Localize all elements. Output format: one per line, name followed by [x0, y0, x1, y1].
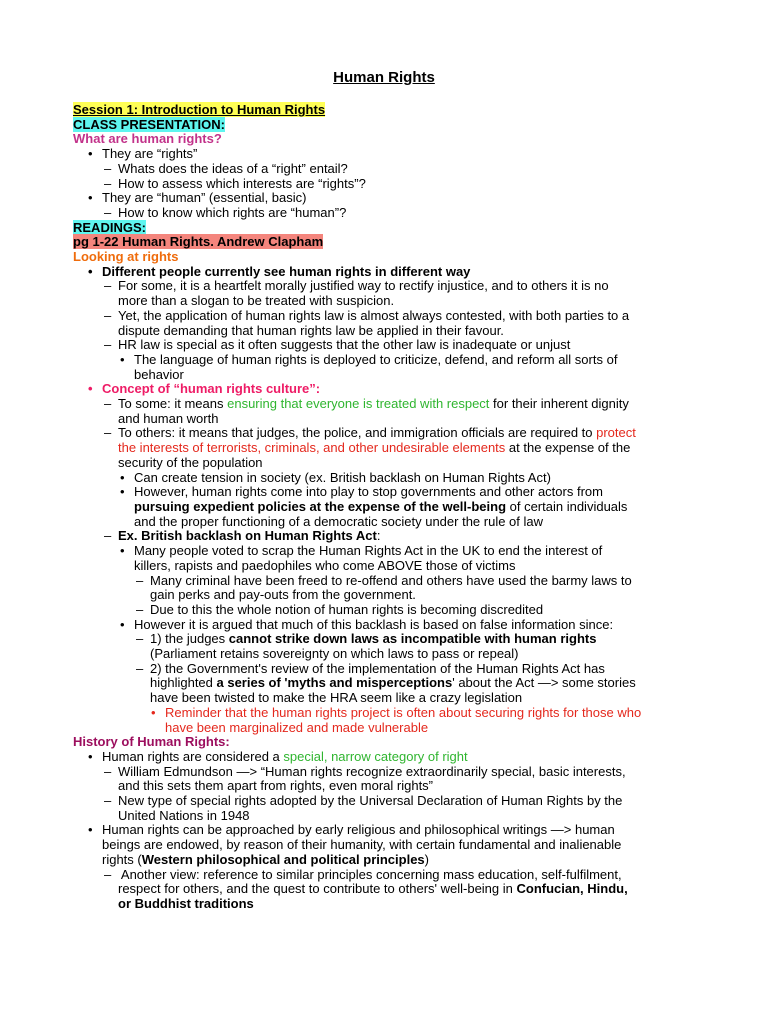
list-item: – New type of special rights adopted by the Universal Declaration of Human Rights by the: [104, 793, 623, 809]
list-item-continuation: (Parliament retains sovereignty on which laws to pass or repeal): [150, 646, 519, 662]
list-item: – To some: it means ensuring that everyone is treated with respect for their inherent dignity: [104, 396, 629, 412]
list-item-continuation: and this sets them apart from rights, even moral rights”: [118, 778, 434, 794]
list-item-continuation: respect for others, and the quest to contribute to others' well-being in Confucian, Hindu,: [118, 881, 628, 897]
list-item: • Can create tension in society (ex. British backlash on Human Rights Act): [120, 469, 551, 485]
list-item: • Many people voted to scrap the Human Rights Act in the UK to end the interest of: [120, 543, 603, 559]
list-item: – How to assess which interests are “rights”?: [104, 175, 366, 191]
list-item: – 1) the judges cannot strike down laws as incompatible with human rights: [136, 631, 597, 647]
readings-reference: pg 1-22 Human Rights. Andrew Clapham: [73, 234, 324, 250]
session-heading: Session 1: Introduction to Human Rights: [73, 102, 326, 117]
document-title: Human Rights: [333, 69, 435, 86]
list-item: – Many criminal have been freed to re-offend and others have used the barmy laws to: [136, 572, 632, 588]
list-item: – Due to this the whole notion of human rights is becoming discredited: [136, 601, 544, 617]
list-item-continuation: gain perks and pay-outs from the government.: [150, 587, 416, 603]
list-item: – 2) the Government's review of the implementation of the Human Rights Act has: [136, 660, 605, 676]
list-item: – Ex. British backlash on Human Rights Act:: [104, 528, 381, 544]
list-item-continuation: and the proper functioning of a democratic society under the rule of law: [134, 513, 544, 529]
list-item: – Whats does the ideas of a “right” entail?: [104, 160, 348, 176]
list-item-continuation: more than a slogan to be treated with suspicion.: [118, 293, 395, 309]
list-item: • They are “human” (essential, basic): [88, 190, 307, 206]
list-item-continuation: have been twisted to make the HRA seem like a crazy legislation: [150, 690, 523, 706]
readings-heading: READINGS:: [73, 219, 146, 235]
list-item-continuation: security of the population: [118, 454, 263, 470]
class-presentation-heading: CLASS PRESENTATION:: [73, 116, 225, 132]
list-item-concept: • Concept of “human rights culture”:: [88, 381, 321, 397]
list-item-continuation: dispute demanding that human rights law be applied in their favour.: [118, 322, 504, 338]
list-item: – Yet, the application of human rights law is almost always contested, with both parties to a: [104, 307, 630, 323]
list-item: – Another view: reference to similar principles concerning mass education, self-fulfilment,: [104, 866, 622, 882]
list-item-continuation: beings are endowed, by reason of their humanity, with certain fundamental and inalienable: [102, 837, 622, 853]
section-heading-looking: Looking at rights: [73, 249, 179, 265]
question-heading: What are human rights?: [73, 131, 222, 147]
document-body: [73, 103, 703, 912]
section-heading-history: History of Human Rights:: [73, 734, 230, 750]
list-item: • Human rights are considered a special, narrow category of right: [88, 748, 468, 764]
list-item-continuation: the interests of terrorists, criminals, and other undesirable elements at the expense of the: [118, 440, 631, 456]
list-item: • However, human rights come into play to stop governments and other actors from: [120, 484, 603, 500]
list-item-continuation: rights (Western philosophical and political principles): [102, 851, 429, 867]
list-item-continuation: behavior: [134, 366, 184, 382]
list-item: – For some, it is a heartfelt morally justified way to rectify injustice, and to others it is no: [104, 278, 609, 294]
list-item-continuation: highlighted a series of 'myths and misperceptions' about the Act —> some stories: [150, 675, 636, 691]
list-item: • However it is argued that much of this backlash is based on false information since:: [120, 616, 614, 632]
list-item: • Human rights can be approached by early religious and philosophical writings —> human: [88, 822, 615, 838]
list-item-reminder: • Reminder that the human rights project is often about securing rights for those who: [151, 704, 642, 720]
list-item: • They are “rights”: [88, 146, 198, 162]
list-item: – William Edmundson —> “Human rights recognize extraordinarily special, basic interests,: [104, 763, 626, 779]
list-item-continuation: pursuing expedient policies at the expense of the well-being of certain individuals: [134, 498, 628, 514]
list-item-continuation: killers, rapists and paedophiles who come ABOVE those of victims: [134, 557, 516, 573]
list-item: – To others: it means that judges, the police, and immigration officials are required to protect: [104, 425, 636, 441]
list-item: • Different people currently see human rights in different way: [88, 263, 471, 279]
list-item-continuation: and human worth: [118, 410, 219, 426]
list-item: – HR law is special as it often suggests that the other law is inadequate or unjust: [104, 337, 571, 353]
list-item-continuation: have been marginalized and made vulnerable: [165, 719, 429, 735]
list-item: • The language of human rights is deployed to criticize, defend, and reform all sorts of: [120, 351, 618, 367]
list-item: – How to know which rights are “human”?: [104, 204, 347, 220]
list-item-continuation: United Nations in 1948: [118, 807, 250, 823]
list-item-continuation: or Buddhist traditions: [118, 895, 254, 911]
